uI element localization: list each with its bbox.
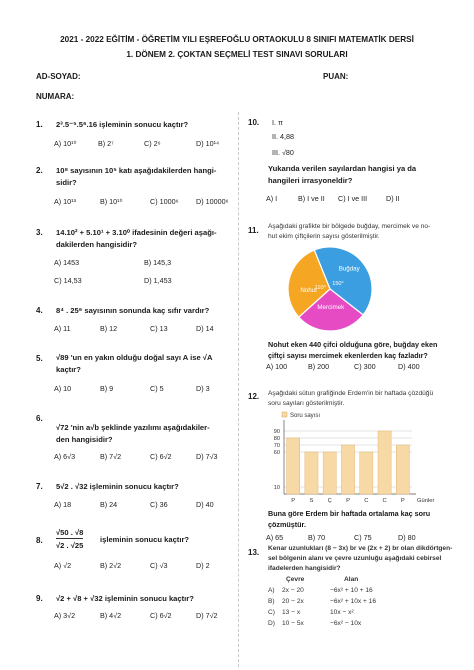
option-a[interactable]: A) I: [266, 194, 278, 203]
bar: [360, 452, 373, 494]
question-number: 13.: [248, 548, 260, 557]
y-tick-label: 60: [273, 450, 280, 456]
option-c[interactable]: C) √3: [150, 561, 168, 570]
x-tick-label: Ç: [327, 498, 332, 504]
option-b[interactable]: B) I ve II: [298, 194, 325, 203]
option-a[interactable]: A) 65: [266, 533, 284, 542]
option-d[interactable]: D) II: [386, 194, 400, 203]
question-text: Kenar uzunlukları (8 − 3x) br ve (2x + 2) br olan dikdörtgen-: [268, 545, 453, 552]
question-text-cont: hut ekim çiftçilerin sayısı gösterilmiştir.: [268, 233, 380, 240]
question-text-cont: hangileri irrasyoneldir?: [268, 176, 353, 185]
option-b[interactable]: B) 2⁷: [98, 139, 114, 148]
option-c-area: 10x − x²: [330, 609, 354, 616]
option-b-area: −6x² + 10x + 16: [330, 598, 377, 605]
option-b[interactable]: B) 145,3: [144, 258, 172, 267]
question-number: 5.: [36, 354, 43, 363]
option-d[interactable]: D): [268, 620, 275, 627]
option-c[interactable]: C) 6√2: [150, 611, 172, 620]
option-c[interactable]: C) 14,53: [54, 276, 82, 285]
option-d[interactable]: D) 400: [398, 362, 420, 371]
bar-chart: [262, 410, 438, 506]
option-d[interactable]: D) 10000⁶: [196, 197, 229, 206]
option-a[interactable]: A) 10¹⁰: [54, 139, 77, 148]
option-d[interactable]: D) 2: [196, 561, 210, 570]
option-b[interactable]: B) 10¹⁰: [100, 197, 123, 206]
pie-label-buğday: Buğday: [338, 265, 360, 273]
question-text-cont: kaçtır?: [56, 365, 81, 374]
question-number: 7.: [36, 482, 43, 491]
question-text: Aşağıdaki grafikte bir bölgede buğday, mercimek ve no-: [268, 223, 431, 230]
y-tick-label: 80: [273, 436, 280, 442]
question-number: 6.: [36, 414, 43, 423]
question-number: 11.: [248, 226, 259, 235]
exam-title-line2: 1. DÖNEM 2. ÇOKTAN SEÇMELİ TEST SINAVI SORULARI: [126, 50, 348, 59]
option-b[interactable]: B) 7√2: [100, 452, 122, 461]
question-text: √72 'nin a√b şeklinde yazılımı aşağıdakiler-: [56, 423, 210, 432]
column-header-area: Alan: [344, 576, 359, 583]
pie-label-nohut: Nohut: [300, 287, 317, 295]
bar: [396, 445, 409, 494]
bar: [323, 452, 336, 494]
x-tick-label: C: [382, 498, 387, 504]
option-a[interactable]: A) 6√3: [54, 452, 76, 461]
y-tick-label: 90: [273, 429, 280, 435]
option-c-perimeter: 13 − x: [282, 609, 301, 616]
statement-i: I. π: [272, 118, 283, 127]
option-d-perimeter: 10 − 5x: [282, 620, 304, 627]
legend-swatch: [282, 412, 287, 417]
option-b[interactable]: B) 4√2: [100, 611, 122, 620]
option-c[interactable]: C) 13: [150, 324, 168, 333]
bar: [378, 431, 391, 494]
option-d[interactable]: D) 14: [196, 324, 214, 333]
pie-label-mercimek: Mercimek: [317, 304, 345, 311]
question-text-cont: çiftçi sayısı mercimek ekenlerden kaç fazladır?: [268, 351, 428, 360]
x-tick-label: P: [346, 498, 350, 504]
question-text: Buna göre Erdem bir haftada ortalama kaç soru: [268, 509, 431, 518]
chart-title: Soru sayısı: [290, 413, 321, 419]
option-a[interactable]: A) √2: [54, 561, 72, 570]
option-d[interactable]: D) 7√2: [196, 611, 218, 620]
statement-iii: III. √80: [272, 148, 294, 157]
option-b[interactable]: B): [268, 598, 275, 605]
x-axis-label: Günler: [417, 498, 435, 504]
option-a[interactable]: A) 11: [54, 324, 71, 333]
score-label: PUAN:: [323, 72, 349, 81]
option-a[interactable]: A) 10¹³: [54, 197, 76, 206]
question-text-cont: sidir?: [56, 178, 77, 187]
question-text: 8⁴ . 25⁶ sayısının sonunda kaç sıfır vardır?: [56, 306, 210, 315]
bar: [287, 438, 300, 494]
option-b[interactable]: B) 9: [100, 384, 114, 393]
option-d[interactable]: D) 3: [196, 384, 210, 393]
question-text: √89 'un en yakın olduğu doğal sayı A ise √A: [56, 353, 213, 362]
option-c[interactable]: C) 5: [150, 384, 164, 393]
option-c[interactable]: C): [268, 609, 275, 616]
option-a-area: −6x² + 10 + 16: [330, 587, 373, 594]
fraction-numerator: √50 . √8: [56, 528, 84, 537]
x-tick-label: S: [309, 498, 314, 504]
question-text: √2 + √8 + √32 işleminin sonucu kaçtır?: [56, 594, 194, 603]
exam-title-line1: 2021 - 2022 EĞİTİM - ÖĞRETİM YILI EŞREFOĞLU ORTAOKULU 8 SINIFI MATEMATİK DERSİ: [60, 35, 414, 44]
question-text: 2³.5⁻⁵.5⁶.16 işleminin sonucu kaçtır?: [56, 120, 189, 129]
option-c[interactable]: C) 6√2: [150, 452, 172, 461]
option-d[interactable]: D) 10¹⁴: [196, 139, 220, 148]
question-number: 9.: [36, 594, 43, 603]
question-number: 10.: [248, 118, 260, 127]
option-a[interactable]: A) 1453: [54, 258, 80, 267]
option-c[interactable]: C) 36: [150, 500, 168, 509]
question-text-cont: soru sayıları gösterilmiştir.: [268, 400, 345, 407]
option-c[interactable]: C) 2⁶: [144, 139, 161, 148]
pie-chart: [280, 243, 380, 335]
number-label: NUMARA:: [36, 92, 75, 101]
question-text: 5√2 . √32 işleminin sonucu kaçtır?: [56, 482, 179, 491]
option-a[interactable]: A) 3√2: [54, 611, 76, 620]
question-text: 10⁸ sayısının 10⁵ katı aşağıdakilerden hangi-: [56, 166, 217, 175]
option-d-area: −6x² − 10x: [330, 620, 362, 627]
question-number: 4.: [36, 306, 43, 315]
question-text: 14.10² + 5.10¹ + 3.10⁰ ifadesinin değeri aşağı-: [56, 228, 217, 237]
option-b[interactable]: B) 12: [100, 324, 118, 333]
option-c[interactable]: C) 300: [354, 362, 376, 371]
option-a[interactable]: A) 18: [54, 500, 72, 509]
question-number: 1.: [36, 120, 43, 129]
bar: [341, 445, 354, 494]
x-tick-label: C: [364, 498, 369, 504]
option-a-perimeter: 2x − 20: [282, 587, 304, 594]
question-number: 2.: [36, 166, 43, 175]
option-c[interactable]: C) 1000⁶: [150, 197, 179, 206]
y-tick-label: 70: [273, 443, 280, 449]
question-number: 3.: [36, 228, 43, 237]
option-d[interactable]: D) 40: [196, 500, 214, 509]
option-b[interactable]: B) 2√2: [100, 561, 122, 570]
option-d[interactable]: D) 7√3: [196, 452, 218, 461]
question-text-cont: ifadelerden hangisidir?: [268, 565, 341, 572]
question-text: Yukarıda verilen sayılardan hangisi ya da: [268, 164, 417, 173]
option-a[interactable]: A): [268, 587, 275, 594]
question-text-cont: çözmüştür.: [268, 520, 306, 529]
option-d[interactable]: D) 1,453: [144, 276, 172, 285]
x-tick-label: P: [400, 498, 405, 504]
option-c[interactable]: C) 75: [354, 533, 372, 542]
option-d[interactable]: D) 80: [398, 533, 416, 542]
y-tick-label: 10: [273, 485, 280, 491]
option-c[interactable]: C) I ve III: [338, 194, 368, 203]
bar: [305, 452, 318, 494]
question-number: 12.: [248, 392, 260, 401]
question-number: 8.: [36, 536, 43, 545]
question-text: Nohut eken 440 çifci olduğuna göre, buğday eken: [268, 340, 438, 349]
question-text-cont: dakilerden hangisidir?: [56, 240, 138, 249]
x-tick-label: P: [291, 498, 296, 504]
statement-ii: II. 4,88: [272, 132, 294, 141]
option-b[interactable]: B) 70: [308, 533, 326, 542]
question-text-cont: den hangisidir?: [56, 435, 113, 444]
option-b[interactable]: B) 200: [308, 362, 330, 371]
column-header-perimeter: Çevre: [286, 576, 305, 583]
pie-angle-label: 110°: [314, 284, 326, 291]
fraction-denominator: √2 . √25: [56, 541, 84, 550]
pie-angle-label: 150°: [332, 281, 344, 287]
option-b[interactable]: B) 24: [100, 500, 118, 509]
question-text-cont: sel bölgenin alanı ve çevre uzunluğu aşağıdaki cebirsel: [268, 555, 442, 562]
option-b-perimeter: 20 − 2x: [282, 598, 304, 605]
question-text: işleminin sonucu kaçtır?: [100, 535, 190, 544]
column-divider: [238, 112, 239, 667]
name-label: AD-SOYAD:: [36, 72, 81, 81]
option-a[interactable]: A) 10: [54, 384, 72, 393]
option-a[interactable]: A) 100: [266, 362, 288, 371]
question-text: Aşağıdaki sütun grafiğinde Erdem'in bir haftada çözdüğü: [268, 390, 434, 397]
